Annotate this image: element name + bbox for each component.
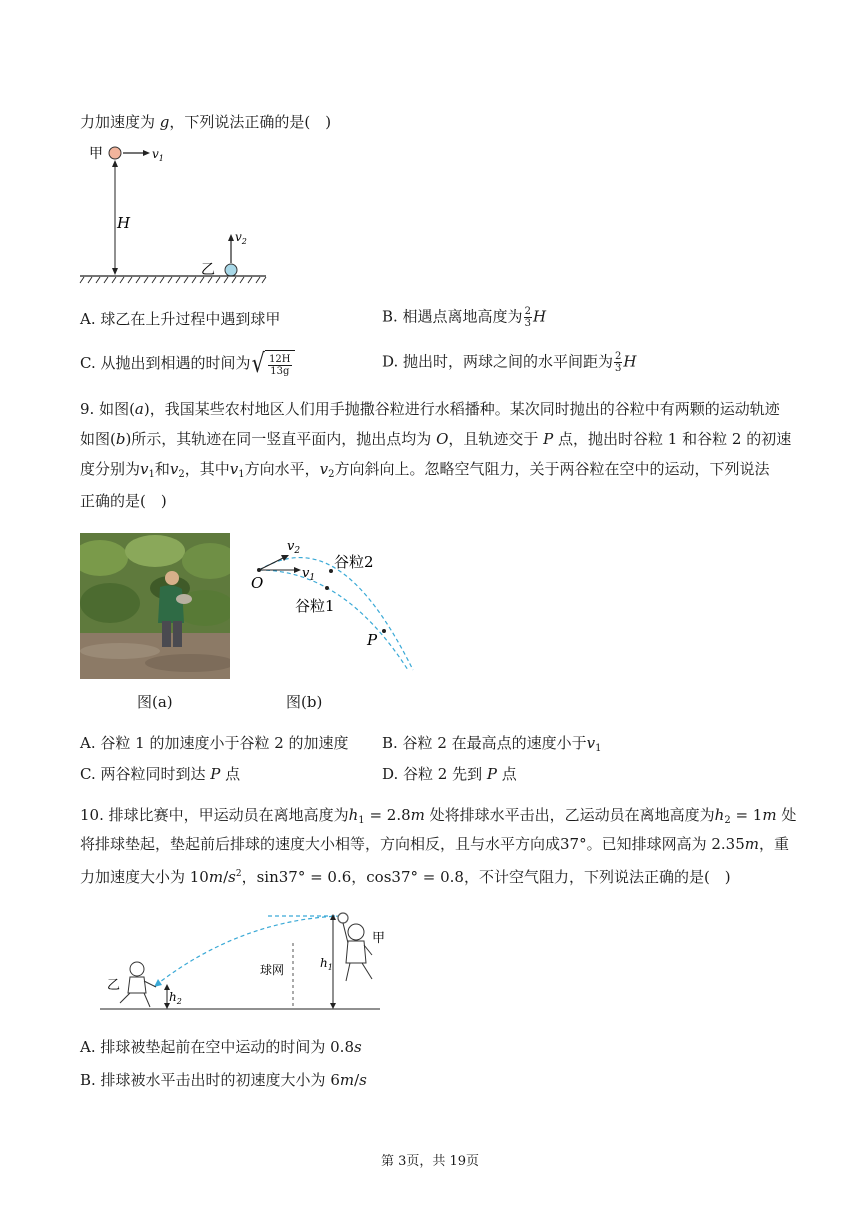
q9-fig-grain2: 谷粒2 [334, 553, 374, 571]
q10-player-yi [120, 962, 156, 1007]
q9-trajectory-grain-1 [259, 570, 408, 670]
q9-trajectory-figure [245, 533, 425, 678]
q8-fig-jia: 甲 [89, 146, 103, 162]
q9-photo-farmer [80, 533, 230, 679]
q9-option-c: C. 两谷粒同时到达 𝑃 点 [80, 765, 241, 783]
q9-fig-O: O [251, 574, 264, 592]
q10-fig-h1: $h_1$ [320, 956, 333, 972]
q10-fig-net: 球网 [260, 963, 285, 977]
q9-fig-grain1: 谷粒1 [295, 597, 335, 615]
q9-option-a: A. 谷粒 1 的加速度小于谷粒 2 的加速度 [80, 734, 349, 752]
q10-stem-line-3: 力加速度大小为 10𝑚/𝑠$^2$，sin37° = 0.6，cos37° = 0.8，不计空气阻力，下列说法正确的是( ) [80, 868, 731, 886]
q9-option-d: D. 谷粒 2 先到 𝑃 点 [382, 765, 517, 783]
q10-player-jia [343, 923, 372, 981]
q9-stem-line-1: 9. 如图(𝑎)，我国某些农村地区人们用手抛撒谷粒进行水稻播种。某次同时抛出的谷粒中有两颗的运动轨迹 [80, 400, 780, 418]
q8-option-a: A. 球乙在上升过程中遇到球甲 [80, 310, 281, 328]
q10-volleyball-figure [100, 905, 400, 1015]
q10-fig-yi: 乙 [107, 978, 121, 993]
q8-option-d: D. 抛出时，两球之间的水平间距为 $\frac{2}{3}$ H [382, 351, 637, 374]
q9-caption-a: 图(a) [137, 693, 173, 711]
q10-fig-h2: $h_2$ [169, 990, 182, 1006]
q8-ball-jia [109, 147, 121, 159]
q8-fig-v2: $v_2$ [235, 230, 247, 246]
q8-fig-v1: $v_1$ [152, 147, 164, 163]
q10-fig-jia: 甲 [372, 931, 386, 946]
page-footer: 第 3页，共 19页 [380, 1154, 480, 1169]
q8-option-b: B. 相遇点离地高度为 $\frac{2}{3}$ H [382, 306, 547, 329]
q10-ball-trajectory [156, 916, 340, 985]
q8-fig-H: H [117, 214, 131, 232]
q9-stem-line-3: 度分别为𝑣$_1$和𝑣$_2$，其中𝑣$_1$方向水平，𝑣$_2$方向斜向上。忽略空气阻力，关于两谷粒在空中的运动，下列说法 [80, 460, 770, 480]
q8-figure [80, 140, 280, 290]
q8-ball-yi [225, 264, 237, 276]
q9-fig-v2: $v_2$ [287, 539, 301, 556]
q8-option-c: C. 从抛出到相遇的时间为 √ $\frac{12H}{13g}$ [80, 350, 295, 378]
q9-caption-b: 图(b) [286, 693, 323, 711]
q9-trajectory-grain-2 [259, 558, 413, 670]
q8-fig-yi: 乙 [201, 262, 215, 278]
q9-fig-v1: $v_1$ [302, 566, 316, 583]
q9-fig-P: P [367, 631, 378, 649]
q10-stem-line-2: 将排球垫起，垫起前后排球的速度大小相等，方向相反，且与水平方向成37°。已知排球网高为 2.35𝑚，重 [80, 835, 789, 853]
q9-stem-line-2: 如图(𝑏)所示，其轨迹在同一竖直平面内，抛出点均为 𝑂，且轨迹交于 𝑃 点，抛出时谷粒 1 和谷粒 2 的初速 [80, 430, 792, 448]
q10-stem-line-1: 10. 排球比赛中，甲运动员在离地高度为ℎ$_1$ = 2.8𝑚 处将排球水平击出，乙运动员在离地高度为ℎ$_2$ = 1𝑚 处 [80, 806, 797, 826]
q10-option-a: A. 排球被垫起前在空中运动的时间为 0.8𝑠 [80, 1038, 362, 1056]
q8-stem-tail: 力加速度为 g，下列说法正确的是( ) [80, 113, 332, 131]
q9-stem-line-4: 正确的是( ) [80, 492, 167, 510]
q10-ball [338, 913, 348, 923]
q10-option-b: B. 排球被水平击出时的初速度大小为 6𝑚/𝑠 [80, 1071, 367, 1089]
q9-option-b: B. 谷粒 2 在最高点的速度小于𝑣$_1$ [382, 734, 602, 754]
